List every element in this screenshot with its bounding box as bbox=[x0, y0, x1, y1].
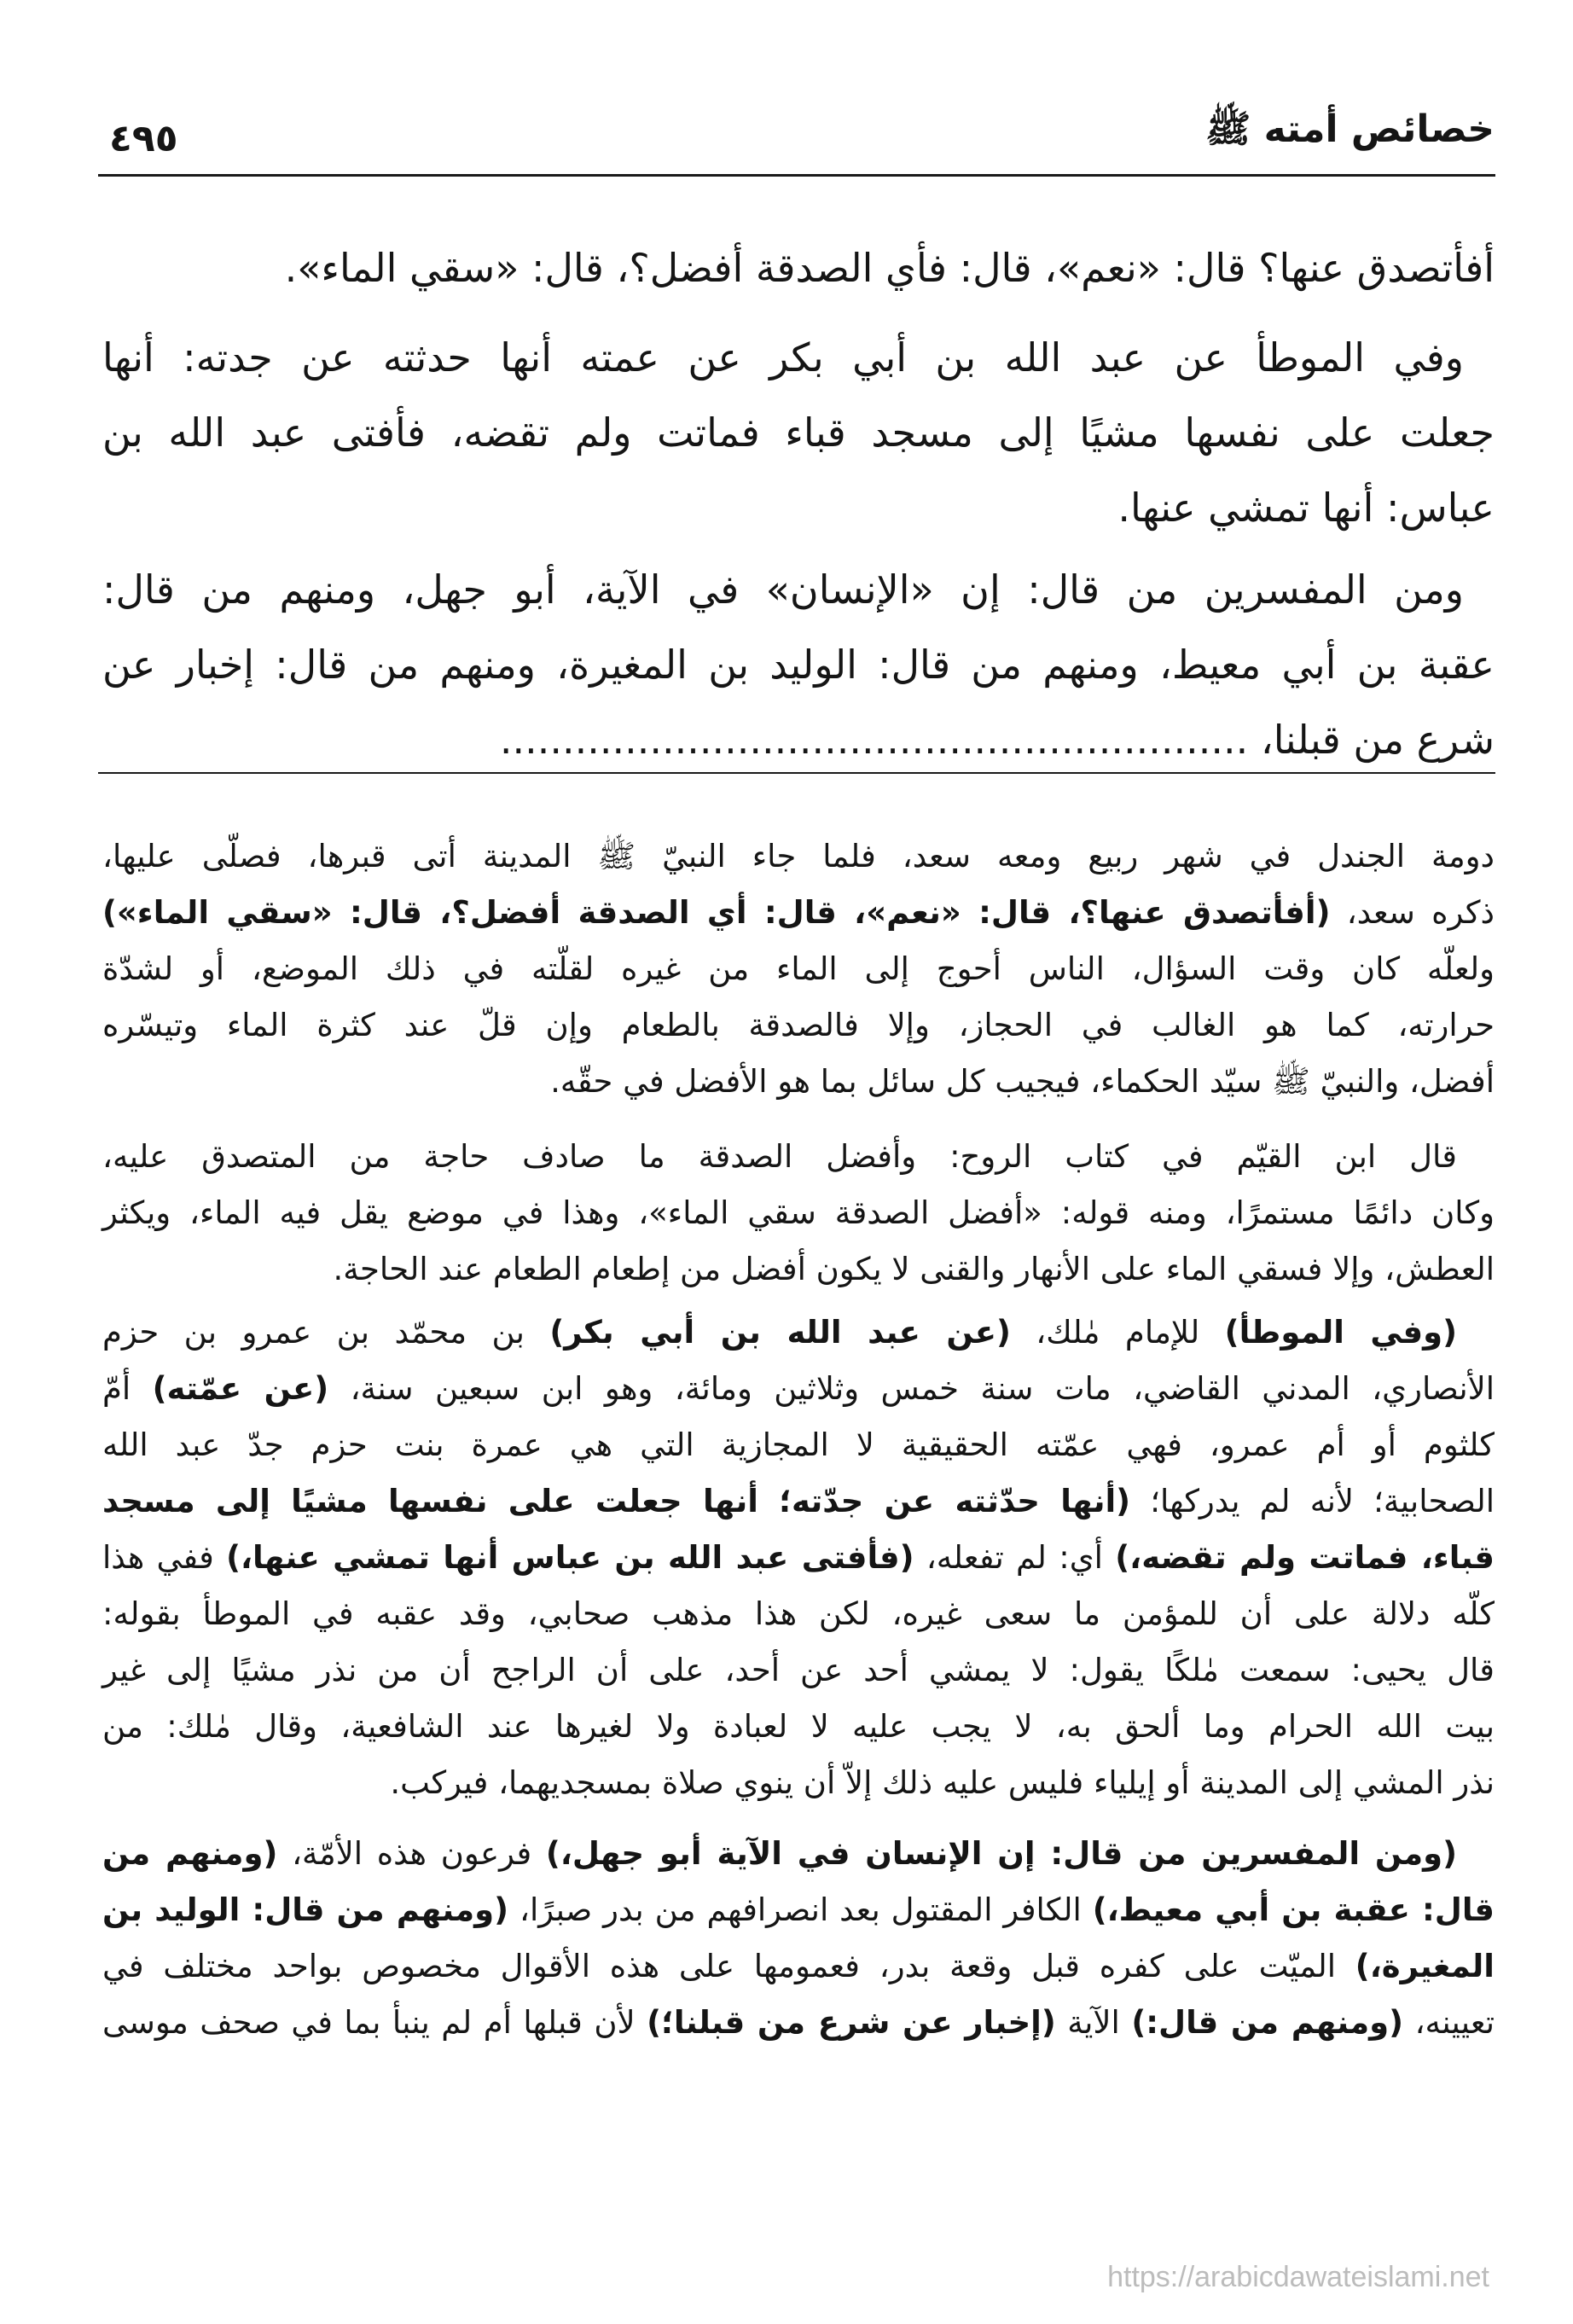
running-header bbox=[102, 96, 1495, 160]
bold-quote-segment: (وفي الموطأ) bbox=[1224, 1314, 1458, 1351]
main-text-line bbox=[102, 552, 1495, 627]
commentary-line bbox=[102, 1826, 1495, 1882]
commentary-line bbox=[102, 1642, 1495, 1699]
text-segment: ومن المفسرين من قال: إن «الإنسان» في الآية، أبو جهل، ومنهم من قال: bbox=[102, 566, 1464, 613]
text-segment: ولعلّه كان وقت السؤال، الناس أحوج إلى الماء من غيره لقلّته في ذلك الموضع، أو لشدّة bbox=[102, 950, 1495, 987]
bold-quote-segment: (عن عمّته) bbox=[152, 1370, 329, 1407]
commentary-line bbox=[102, 1417, 1495, 1473]
commentary-line bbox=[102, 1361, 1495, 1417]
bold-quote-segment: المغيرة،) bbox=[1355, 1948, 1495, 1984]
main-text-line bbox=[102, 470, 1495, 545]
bold-quote-segment: قال: عقبة بن أبي معيط،) bbox=[1092, 1891, 1495, 1928]
commentary-line bbox=[102, 1530, 1495, 1586]
text-segment: ذكره سعد، bbox=[1330, 894, 1495, 931]
main-text-line bbox=[102, 702, 1495, 777]
text-segment: نذر المشي إلى المدينة أو إيلياء فليس عليه ذلك إلاّ أن ينوي صلاة بمسجديهما، فيركب. bbox=[390, 1764, 1495, 1801]
text-segment: كلثوم أو أم عمرو، فهي عمّته الحقيقية لا المجازية التي هي عمرة بنت حزم جدّ عبد الله bbox=[102, 1426, 1495, 1463]
text-segment: حرارته، كما هو الغالب في الحجاز، وإلا فالصدقة بالطعام وإن قلّ عند كثرة الماء وتيسّره bbox=[102, 1007, 1495, 1043]
text-segment: الآية bbox=[1055, 2004, 1132, 2041]
bold-quote-segment: (عن عبد الله بن أبي بكر) bbox=[549, 1314, 1011, 1351]
bold-quote-segment: (ومنهم من bbox=[102, 1835, 278, 1872]
text-segment: كلّه دلالة على أن للمؤمن ما سعى غيره، لكن هذا مذهب صحابي، وقد عقبه في الموطأ بقوله: bbox=[102, 1595, 1495, 1632]
commentary-line bbox=[102, 941, 1495, 997]
bold-quote-segment: (ومنهم من قال: الوليد بن bbox=[102, 1891, 509, 1928]
commentary-line bbox=[102, 1241, 1495, 1298]
main-text-line bbox=[102, 627, 1495, 702]
text-segment: شرع من قبلنا، bbox=[1248, 717, 1495, 763]
main-text-line bbox=[102, 320, 1495, 395]
text-segment: بن محمّد بن عمرو بن حزم bbox=[102, 1314, 550, 1351]
watermark-url: https://arabicdawateislami.net bbox=[1107, 2261, 1489, 2293]
text-segment: عقبة بن أبي معيط، ومنهم من قال: الوليد بن المغيرة، ومنهم من قال: إخبار عن bbox=[102, 642, 1495, 688]
commentary-line bbox=[102, 1054, 1495, 1110]
dot-leader: ............................................................ bbox=[499, 717, 1249, 763]
commentary bbox=[102, 828, 1495, 2051]
text-segment: الميّت على كفره قبل وقعة بدر، فعمومها على هذه الأقوال مخصوص بواحد مختلف في bbox=[102, 1948, 1355, 1984]
text-segment: فرعون هذه الأمّة، bbox=[277, 1835, 546, 1872]
text-segment: أفأتصدق عنها؟ قال: «نعم»، قال: فأي الصدقة أفضل؟، قال: «سقي الماء». bbox=[284, 245, 1495, 291]
commentary-paragraph bbox=[102, 1129, 1495, 1298]
commentary-line bbox=[102, 1129, 1495, 1185]
main-text-paragraph bbox=[102, 552, 1495, 777]
text-segment: وكان دائمًا مستمرًا، ومنه قوله: «أفضل الصدقة سقي الماء»، وهذا في موضع يقل فيه الماء، ويكثر bbox=[102, 1194, 1495, 1231]
commentary-line bbox=[102, 1699, 1495, 1755]
text-segment: بيت الله الحرام وما ألحق به، لا يجب عليه لا لعبادة ولا لغيرها عند الشافعية، وقال مٰلك: من bbox=[102, 1708, 1495, 1745]
commentary-line bbox=[102, 1755, 1495, 1811]
text-segment: تعيينه، bbox=[1403, 2004, 1495, 2041]
main-text bbox=[102, 230, 1495, 777]
commentary-line bbox=[102, 1882, 1495, 1938]
bold-quote-segment: (فأفتى عبد الله بن عباس أنها تمشي عنها،) bbox=[226, 1539, 914, 1576]
text-segment: الأنصاري، المدني القاضي، مات سنة خمس وثلاثين ومائة، وهو ابن سبعين سنة، bbox=[328, 1370, 1495, 1407]
text-segment: أي: لم تفعله، bbox=[914, 1539, 1116, 1576]
commentary-line bbox=[102, 1473, 1495, 1530]
main-text-line bbox=[102, 395, 1495, 470]
text-segment: جعلت على نفسها مشيًا إلى مسجد قباء فماتت ولم تقضه، فأفتى عبد الله بن bbox=[102, 410, 1495, 456]
commentary-line bbox=[102, 997, 1495, 1054]
footnote-separator bbox=[98, 772, 1495, 774]
text-segment: دومة الجندل في شهر ربيع ومعه سعد، فلما جاء النبيّ ﷺ المدينة أتى قبرها، فصلّى عليها، bbox=[102, 838, 1495, 874]
bold-quote-segment: (ومنهم من قال:) bbox=[1131, 2004, 1404, 2041]
main-text-paragraph bbox=[102, 320, 1495, 545]
commentary-line bbox=[102, 828, 1495, 885]
bold-quote-segment: قباء، فماتت ولم تقضه،) bbox=[1115, 1539, 1495, 1576]
text-segment: قال يحيى: سمعت مٰلكًا يقول: لا يمشي أحد عن أحد، على أن الراجح أن من نذر مشيًا إلى غير bbox=[102, 1652, 1495, 1688]
commentary-line bbox=[102, 885, 1495, 941]
commentary-line bbox=[102, 1586, 1495, 1642]
text-segment: وفي الموطأ عن عبد الله بن أبي بكر عن عمته أنها حدثته عن جدته: أنها bbox=[102, 334, 1464, 381]
main-text-line bbox=[102, 230, 1495, 305]
commentary-paragraph bbox=[102, 1826, 1495, 2051]
text-segment: للإمام مٰلك، bbox=[1010, 1314, 1225, 1351]
running-header-title: خصائص أمته ﷺ bbox=[1205, 107, 1495, 151]
text-segment: الكافر المقتول بعد انصرافهم من بدر صبرًا، bbox=[508, 1891, 1093, 1928]
text-segment: الصحابية؛ لأنه لم يدركها؛ bbox=[1130, 1483, 1495, 1519]
text-segment: قال ابن القيّم في كتاب الروح: وأفضل الصدقة ما صادف حاجة من المتصدق عليه، bbox=[102, 1138, 1457, 1175]
text-segment: ففي هذا bbox=[102, 1539, 227, 1576]
commentary-line bbox=[102, 1995, 1495, 2051]
commentary-line bbox=[102, 1185, 1495, 1241]
bold-quote-segment: (إخبار عن شرع من قبلنا؛) bbox=[647, 2004, 1056, 2041]
text-segment: لأن قبلها أم لم ينبأ بما في صحف موسى bbox=[102, 2004, 647, 2041]
text-segment: أمّ bbox=[102, 1370, 153, 1407]
text-segment: العطش، وإلا فسقي الماء على الأنهار والقنى لا يكون أفضل من إطعام الطعام عند الحاجة. bbox=[333, 1251, 1495, 1287]
commentary-paragraph bbox=[102, 828, 1495, 1110]
commentary-paragraph bbox=[102, 1304, 1495, 1811]
commentary-line bbox=[102, 1938, 1495, 1995]
text-segment: عباس: أنها تمشي عنها. bbox=[1117, 485, 1495, 531]
bold-quote-segment: (أنها حدّثته عن جدّته؛ أنها جعلت على نفسها مشيًا إلى مسجد bbox=[102, 1483, 1131, 1519]
text-segment: أفضل، والنبيّ ﷺ سيّد الحكماء، فيجيب كل سائل بما هو الأفضل في حقّه. bbox=[550, 1063, 1495, 1100]
header-rule bbox=[98, 174, 1495, 177]
bold-quote-segment: (أفأتصدق عنها؟، قال: «نعم»، قال: أي الصدقة أفضل؟، قال: «سقي الماء») bbox=[102, 894, 1331, 931]
commentary-line bbox=[102, 1304, 1495, 1361]
page-number: ٤٩٥ bbox=[109, 117, 178, 160]
bold-quote-segment: (ومن المفسرين من قال: إن الإنسان في الآية أبو جهل،) bbox=[545, 1835, 1458, 1872]
main-text-paragraph bbox=[102, 230, 1495, 305]
